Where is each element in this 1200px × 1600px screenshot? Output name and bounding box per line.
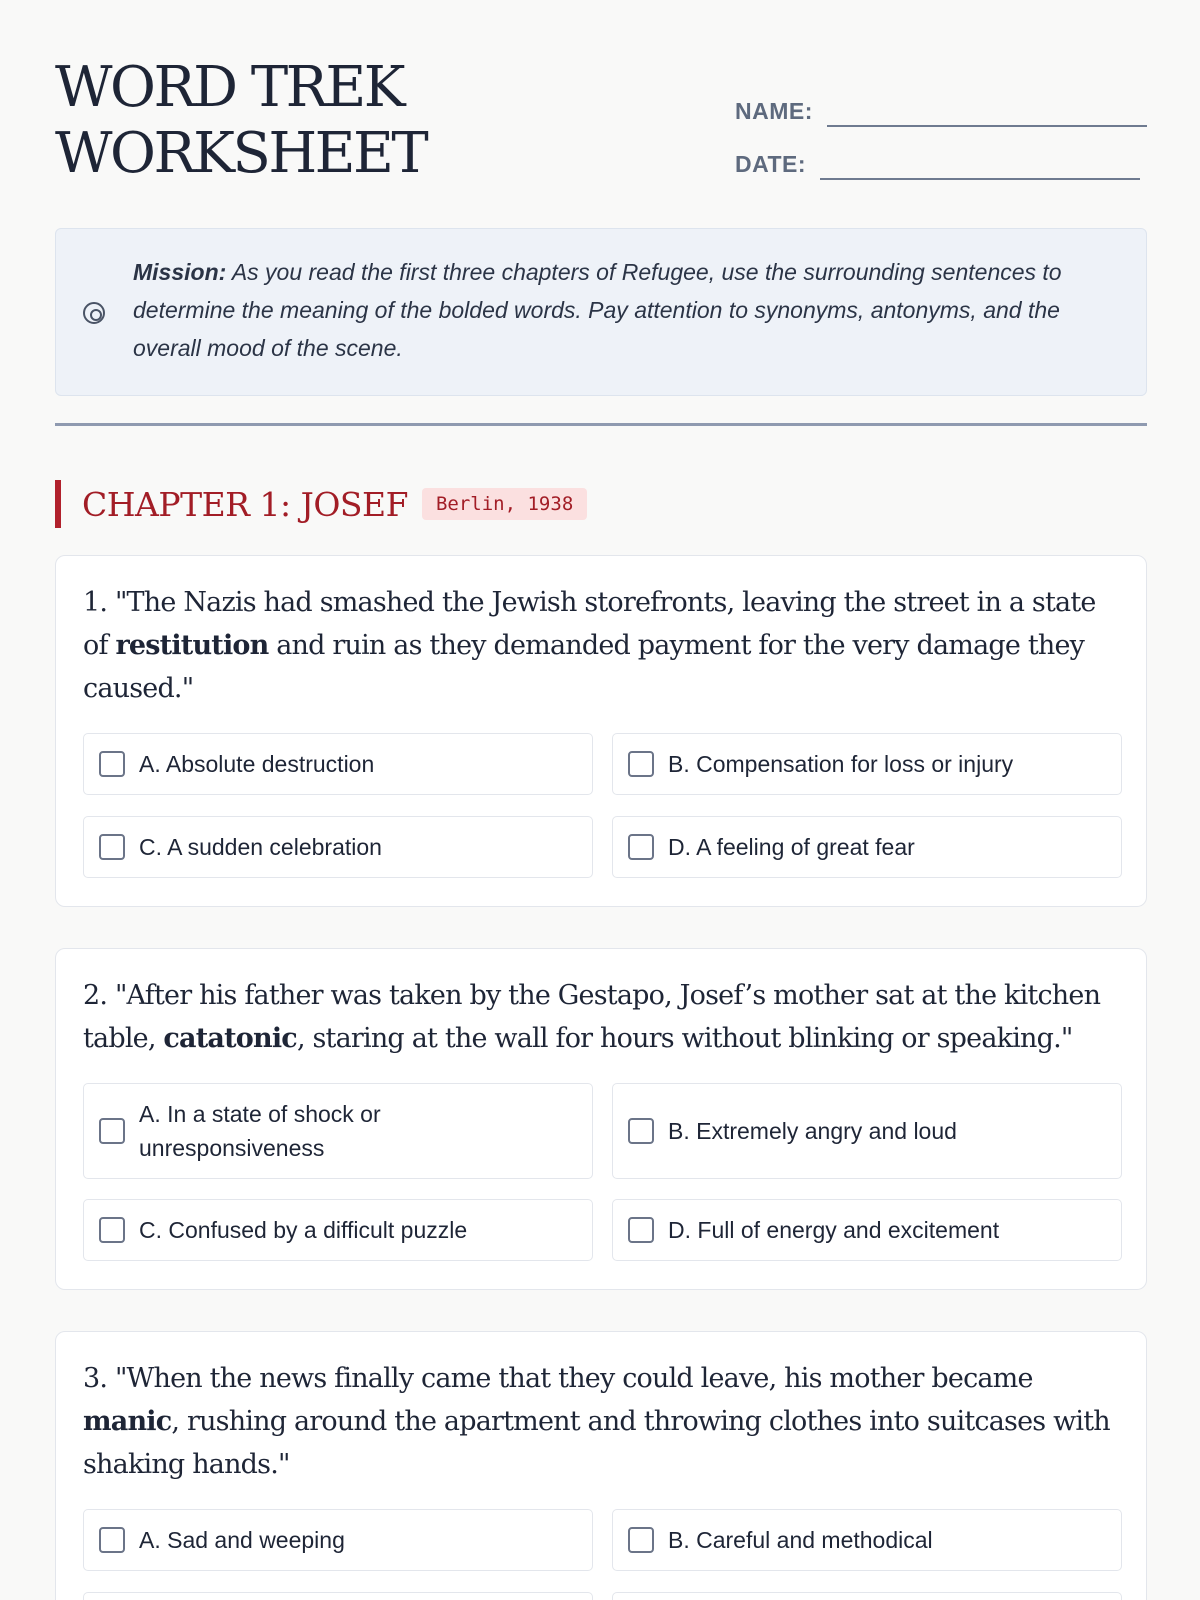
option-label: A. In a state of shock or unresponsiveness [139, 1101, 381, 1161]
option-b[interactable] [612, 733, 1122, 795]
title-line-2: WORKSHEET [55, 121, 427, 186]
option-label: C. A sudden celebration [139, 834, 382, 860]
name-field[interactable] [827, 95, 1147, 127]
question-card-2 [55, 948, 1147, 1290]
date-row [735, 148, 1147, 180]
option-checkbox[interactable] [99, 751, 125, 777]
option-c[interactable] [83, 816, 593, 878]
question-card-3 [55, 1331, 1147, 1600]
option-a[interactable] [83, 733, 593, 795]
date-field[interactable] [820, 148, 1140, 180]
option-checkbox[interactable] [99, 1118, 125, 1144]
option-c[interactable] [83, 1199, 593, 1261]
option-label: A. Sad and weeping [139, 1527, 345, 1553]
date-label: DATE: [735, 151, 807, 177]
option-label: D. A feeling of great fear [668, 834, 915, 860]
option-checkbox[interactable] [628, 1527, 654, 1553]
option-label: B. Careful and methodical [668, 1527, 933, 1553]
mission-box [55, 228, 1147, 396]
question-card-1 [55, 555, 1147, 907]
option-label: D. Full of energy and excitement [668, 1217, 1000, 1243]
option-c[interactable] [83, 1592, 593, 1600]
vocab-word: catatonic [163, 1023, 297, 1054]
option-b[interactable] [612, 1509, 1122, 1571]
option-d[interactable] [612, 1592, 1122, 1600]
chapter-accent-bar [55, 480, 61, 528]
option-checkbox[interactable] [628, 751, 654, 777]
chapter-setting-badge: Berlin, 1938 [422, 488, 587, 520]
option-d[interactable] [612, 816, 1122, 878]
option-a[interactable] [83, 1509, 593, 1571]
vocab-word: restitution [115, 630, 269, 661]
question-text: 2. "After his father was taken by the Gestapo, Josef’s mother sat at the kitchen table, catatonic, staring at the wall for hours without blinking or speaking." [83, 980, 1101, 1054]
option-label: B. Extremely angry and loud [668, 1118, 957, 1144]
option-label: C. Confused by a difficult puzzle [139, 1217, 468, 1243]
name-label: NAME: [735, 98, 813, 124]
section-divider [55, 423, 1147, 426]
chapter-title: CHAPTER 1: JOSEF [82, 484, 408, 524]
worksheet-title [55, 55, 615, 187]
option-checkbox[interactable] [99, 834, 125, 860]
option-a[interactable] [83, 1083, 593, 1179]
option-checkbox[interactable] [99, 1217, 125, 1243]
chapter-heading [55, 480, 587, 528]
question-text: 1. "The Nazis had smashed the Jewish storefronts, leaving the street in a state of restitution and ruin as they demanded payment for the very damage they caused." [83, 587, 1096, 704]
vocab-word: manic [83, 1406, 172, 1437]
option-label: B. Compensation for loss or injury [668, 751, 1014, 777]
option-b[interactable] [612, 1083, 1122, 1179]
option-checkbox[interactable] [628, 1217, 654, 1243]
option-label: A. Absolute destruction [139, 751, 375, 777]
mission-text [133, 253, 1123, 367]
mission-body: As you read the first three chapters of Refugee, use the surrounding sentences to determine the meaning of the bolded words. Pay attention to synonyms, antonyms, and the overall mood of the scene. [133, 259, 1062, 361]
compass-icon [83, 302, 105, 324]
option-checkbox[interactable] [628, 1118, 654, 1144]
mission-label: Mission: [133, 259, 227, 285]
option-d[interactable] [612, 1199, 1122, 1261]
name-row [735, 95, 1147, 127]
option-checkbox[interactable] [99, 1527, 125, 1553]
option-checkbox[interactable] [628, 834, 654, 860]
question-text: 3. "When the news finally came that they could leave, his mother became manic, rushing around the apartment and throwing clothes into suitcases with shaking hands." [83, 1363, 1110, 1480]
title-line-1: WORD TREK [55, 55, 404, 120]
